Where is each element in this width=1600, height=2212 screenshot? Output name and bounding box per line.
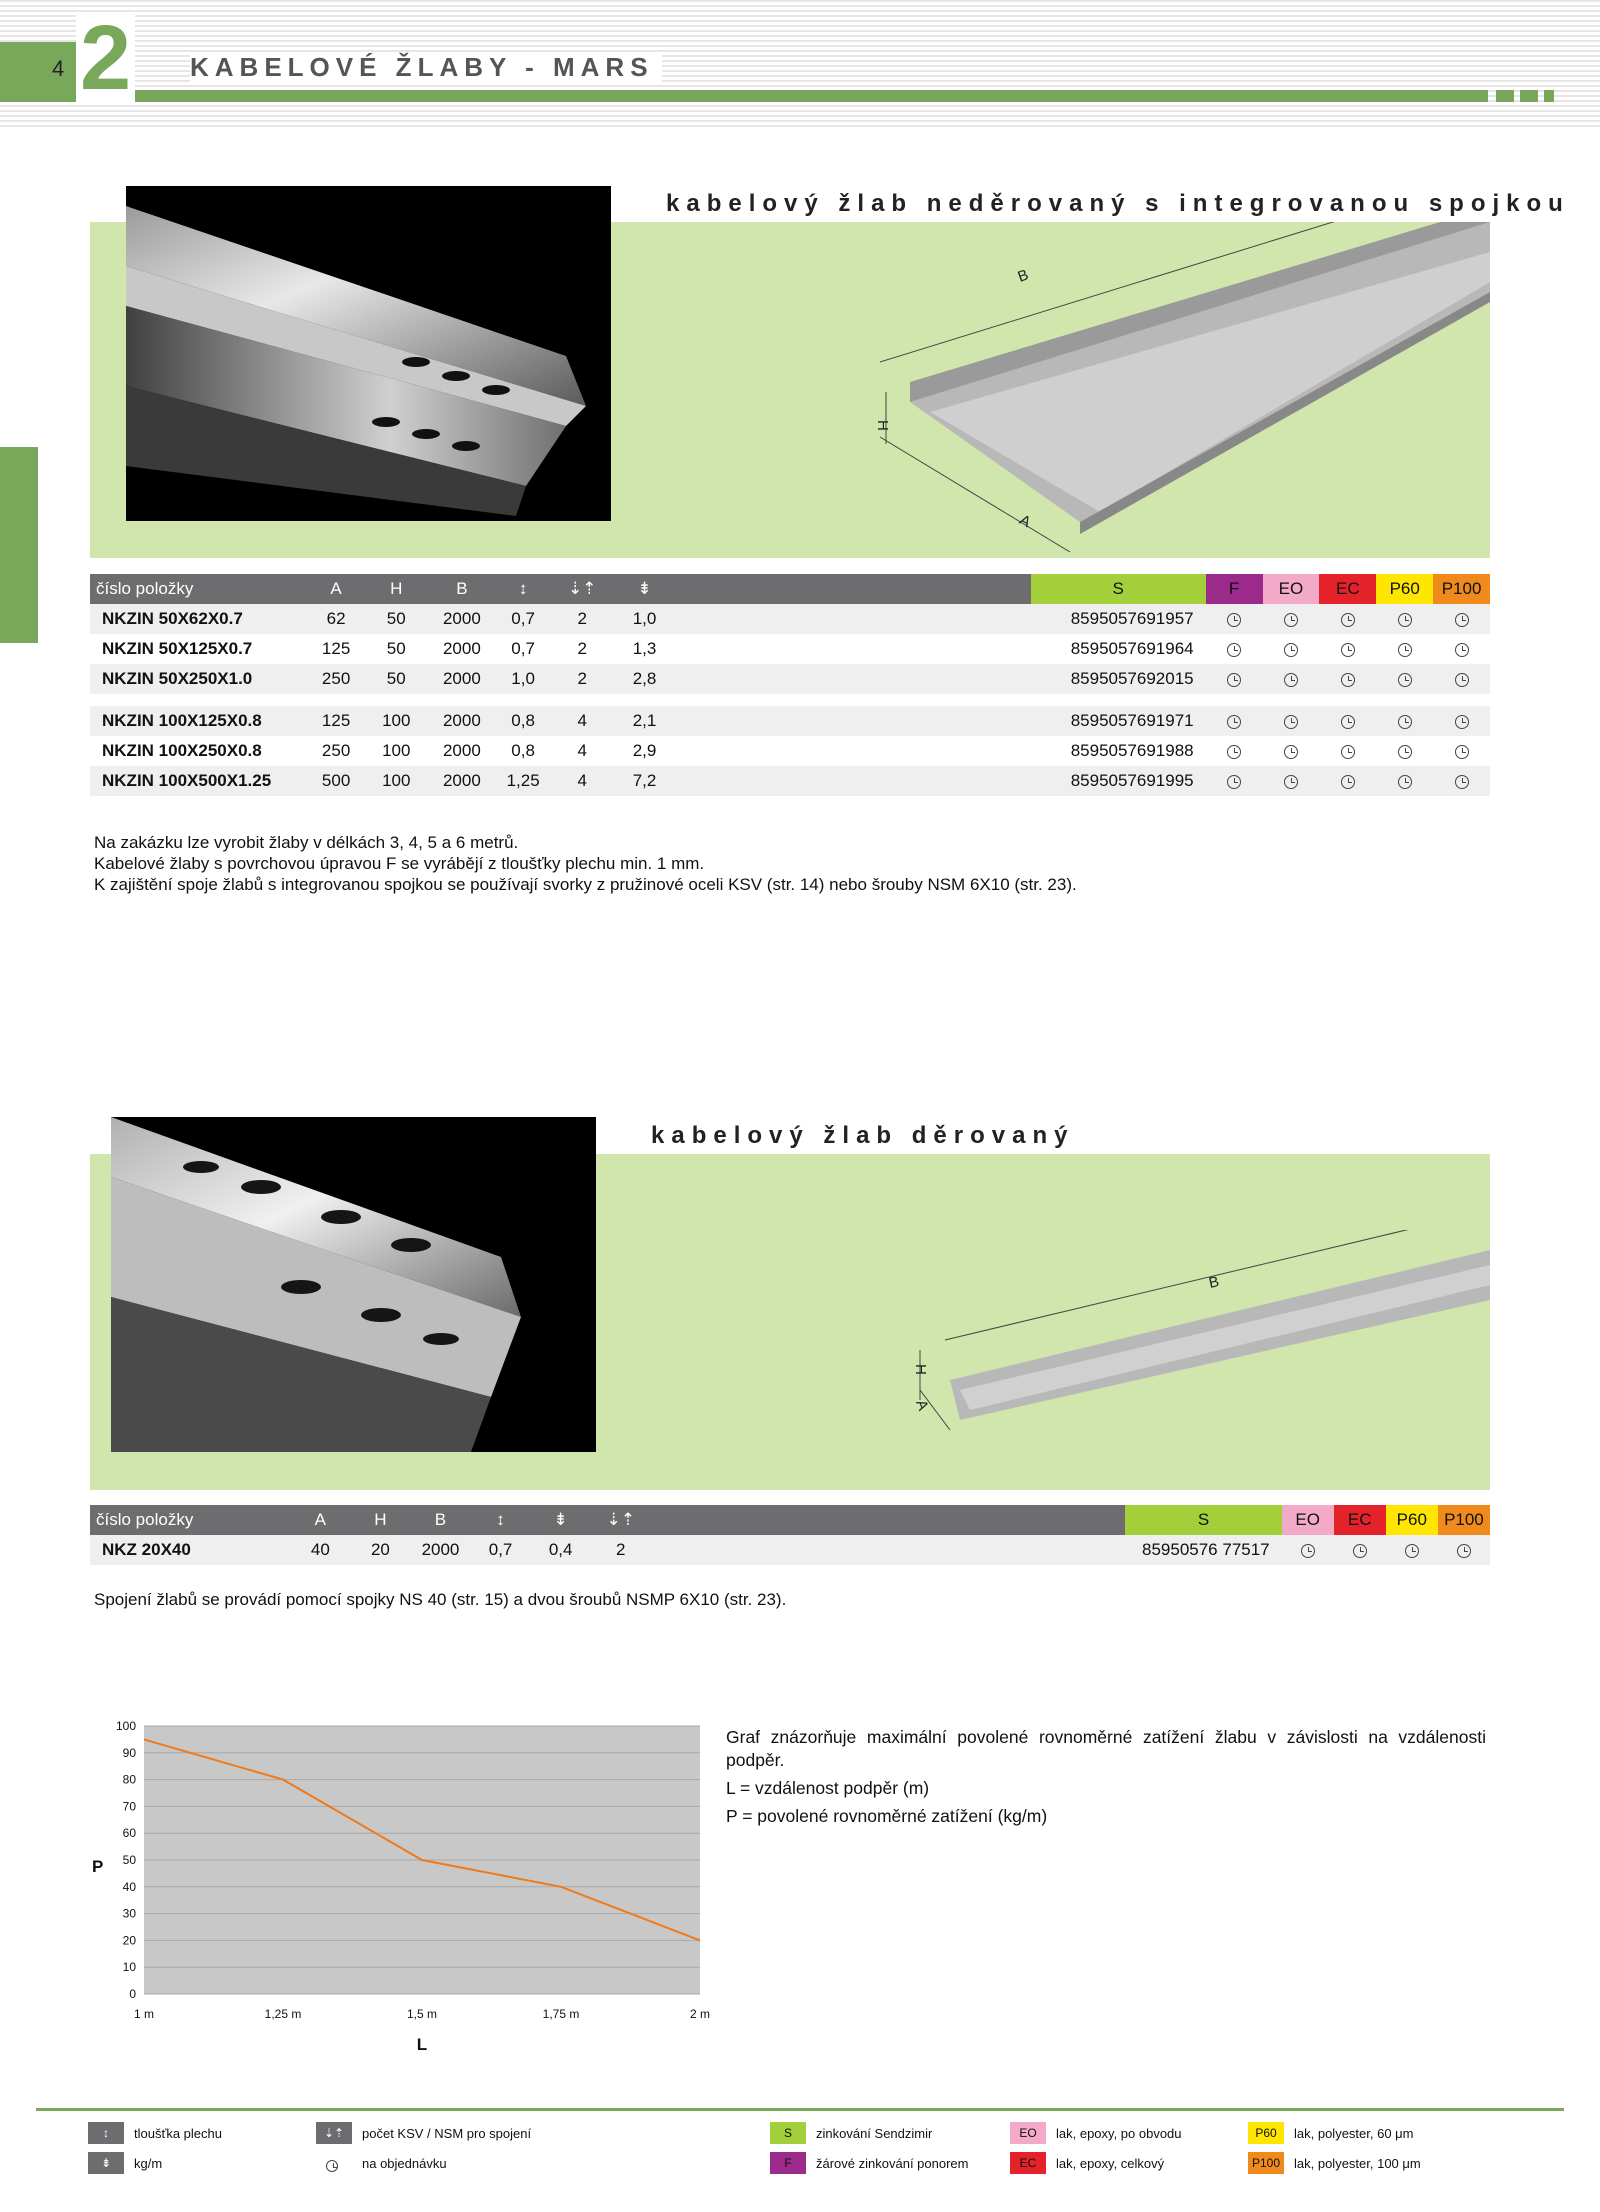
cell-count: 4 — [552, 766, 613, 796]
y-tick-label: 20 — [122, 1933, 136, 1948]
x-tick-label: 1,75 m — [542, 2007, 580, 2021]
cell-ean: 8595057692015 — [1031, 664, 1206, 694]
cell-thickness: 1,0 — [495, 664, 552, 694]
clock-icon — [1227, 613, 1241, 627]
clock-icon — [1284, 715, 1298, 729]
cell-a: 40 — [290, 1535, 350, 1565]
x-tick-label: 1,5 m — [406, 2007, 438, 2021]
cell-a: 125 — [309, 634, 364, 664]
y-tick-label: 30 — [122, 1906, 136, 1921]
header-square — [1496, 90, 1514, 102]
legend-s: zinkování Sendzimir — [816, 2126, 933, 2141]
header-square — [1544, 90, 1554, 102]
y-tick-label: 60 — [122, 1826, 136, 1841]
side-tab — [0, 447, 38, 643]
cell-b: 2000 — [410, 1535, 470, 1565]
clock-icon — [1227, 673, 1241, 687]
clock-icon — [1284, 673, 1298, 687]
legend-p100-swatch: P100 — [1248, 2152, 1284, 2174]
clock-icon — [1284, 643, 1298, 657]
chapter-number: 2 — [76, 12, 135, 104]
item-code: NKZIN 100X500X1.25 — [90, 766, 309, 796]
cell-thickness: 0,7 — [495, 604, 552, 634]
cell-b: 2000 — [429, 706, 495, 736]
col-a: A — [309, 574, 364, 604]
page-title: KABELOVÉ ŽLABY - MARS — [190, 52, 662, 83]
clock-icon — [1455, 745, 1469, 759]
chart-description-block — [726, 1726, 1486, 1828]
col-kgm-icon: ⇟ — [531, 1505, 591, 1535]
y-tick-label: 0 — [129, 1987, 136, 2001]
cell-kgm: 0,4 — [531, 1535, 591, 1565]
col-eo: EO — [1263, 574, 1320, 604]
col-f: F — [1206, 574, 1263, 604]
clock-icon — [1398, 613, 1412, 627]
cell-a: 125 — [309, 706, 364, 736]
clock-icon — [1227, 745, 1241, 759]
drawing-label-b: B — [1207, 1273, 1221, 1292]
cell-ean: 8595057691964 — [1031, 634, 1206, 664]
legend-s-swatch: S — [770, 2122, 806, 2144]
chart-p-definition: P = povolené rovnoměrné zatížení (kg/m) — [726, 1806, 1048, 1826]
legend-ec: lak, epoxy, celkový — [1056, 2156, 1165, 2171]
col-p100: P100 — [1433, 574, 1490, 604]
col-thickness-icon: ↕ — [471, 1505, 531, 1535]
col-count-icon: ⇣⇡ — [591, 1505, 651, 1535]
drawing-label-h: H — [912, 1364, 929, 1375]
clock-icon — [1455, 673, 1469, 687]
col-item: číslo položky — [90, 1505, 290, 1535]
cell-thickness: 0,8 — [495, 736, 552, 766]
section1-title: kabelový žlab neděrovaný s integrovanou spojkou — [666, 190, 1570, 217]
col-spacer — [651, 1505, 1126, 1535]
clock-icon — [1455, 775, 1469, 789]
col-s: S — [1125, 1505, 1281, 1535]
cell-kgm: 2,9 — [613, 736, 676, 766]
drawing-label-a: A — [912, 1397, 932, 1413]
cell-thickness: 0,7 — [471, 1535, 531, 1565]
y-axis-label: P — [92, 1857, 104, 1876]
item-code: NKZIN 50X62X0.7 — [90, 604, 309, 634]
legend-p60-swatch: P60 — [1248, 2122, 1284, 2144]
cell-count: 2 — [552, 604, 613, 634]
cell-ean: 8595057691957 — [1031, 604, 1206, 634]
col-h: H — [350, 1505, 410, 1535]
table-row — [90, 1535, 1490, 1565]
legend-order: na objednávku — [362, 2156, 447, 2171]
table-row — [90, 664, 1490, 694]
clock-icon — [1284, 775, 1298, 789]
cell-count: 4 — [552, 706, 613, 736]
cell-b: 2000 — [429, 766, 495, 796]
col-b: B — [410, 1505, 470, 1535]
clock-icon — [1341, 775, 1355, 789]
clock-icon — [326, 2160, 338, 2172]
clock-icon — [1227, 715, 1241, 729]
cell-a: 250 — [309, 664, 364, 694]
section1-notes — [94, 832, 1494, 895]
col-kgm-icon: ⇟ — [613, 574, 676, 604]
clock-icon — [1398, 775, 1412, 789]
note-line: Kabelové žlaby s povrchovou úpravou F se vyrábějí z tloušťky plechu min. 1 mm. — [94, 854, 705, 873]
col-ec: EC — [1319, 574, 1376, 604]
col-b: B — [429, 574, 495, 604]
table-row — [90, 736, 1490, 766]
header-square — [1520, 90, 1538, 102]
col-s: S — [1031, 574, 1206, 604]
col-a: A — [290, 1505, 350, 1535]
cell-h: 50 — [363, 664, 429, 694]
cell-kgm: 2,1 — [613, 706, 676, 736]
count-icon: ⇣⇡ — [316, 2122, 352, 2144]
col-h: H — [363, 574, 429, 604]
col-ec: EC — [1334, 1505, 1386, 1535]
table-row — [90, 766, 1490, 796]
legend-f: žárové zinkování ponorem — [816, 2156, 969, 2171]
cell-count: 2 — [552, 664, 613, 694]
cell-count: 2 — [591, 1535, 651, 1565]
x-tick-label: 2 m — [689, 2007, 711, 2021]
cell-h: 100 — [363, 706, 429, 736]
page-number: 4 — [52, 56, 65, 81]
clock-icon — [1301, 1544, 1315, 1558]
legend-p100: lak, polyester, 100 μm — [1294, 2156, 1421, 2171]
clock-icon — [1341, 643, 1355, 657]
legend-eo: lak, epoxy, po obvodu — [1056, 2126, 1182, 2141]
y-tick-label: 10 — [122, 1960, 136, 1975]
table-row — [90, 604, 1490, 634]
y-tick-label: 40 — [122, 1879, 136, 1894]
note-line: K zajištění spoje žlabů s integrovanou spojkou se používají svorky z pružinové oceli KSV (str. 14) nebo šrouby NSM 6X10 (str. 23). — [94, 875, 1077, 894]
clock-icon — [1353, 1544, 1367, 1558]
section1-photo — [126, 186, 611, 521]
col-thickness-icon: ↕ — [495, 574, 552, 604]
cell-ean: 8595057691971 — [1031, 706, 1206, 736]
load-chart — [88, 1712, 728, 2052]
load-chart-svg — [88, 1712, 728, 2052]
section1-drawing — [870, 222, 1490, 552]
cell-thickness: 1,25 — [495, 766, 552, 796]
drawing-label-a: A — [1016, 511, 1034, 532]
clock-icon — [1398, 715, 1412, 729]
col-p60: P60 — [1376, 574, 1433, 604]
cell-b: 2000 — [429, 634, 495, 664]
item-code: NKZ 20X40 — [90, 1535, 290, 1565]
note-line: Na zakázku lze vyrobit žlaby v délkách 3, 4, 5 a 6 metrů. — [94, 833, 519, 852]
y-tick-label: 100 — [115, 1719, 136, 1733]
clock-icon — [1227, 643, 1241, 657]
cell-h: 100 — [363, 766, 429, 796]
clock-icon — [1455, 715, 1469, 729]
clock-icon — [1405, 1544, 1419, 1558]
clock-icon — [1341, 745, 1355, 759]
cell-h: 100 — [363, 736, 429, 766]
table-row — [90, 634, 1490, 664]
y-tick-label: 80 — [122, 1772, 136, 1787]
cell-count: 2 — [552, 634, 613, 664]
section2-note: Spojení žlabů se provádí pomocí spojky NS 40 (str. 15) a dvou šroubů NSMP 6X10 (str. 23). — [94, 1590, 787, 1609]
cell-ean: 8595057691988 — [1031, 736, 1206, 766]
clock-icon — [1341, 613, 1355, 627]
thickness-icon: ↕ — [88, 2122, 124, 2144]
clock-icon — [1398, 745, 1412, 759]
col-p100: P100 — [1438, 1505, 1490, 1535]
clock-icon — [1398, 673, 1412, 687]
spec-table-2 — [90, 1505, 1490, 1565]
legend-kgm: kg/m — [134, 2156, 163, 2171]
legend-eo-swatch: EO — [1010, 2122, 1046, 2144]
x-tick-label: 1,25 m — [264, 2007, 302, 2021]
section2-drawing — [900, 1230, 1490, 1450]
cell-ean: 8595057691995 — [1031, 766, 1206, 796]
drawing-label-b: B — [1015, 266, 1031, 286]
footer-line — [36, 2108, 1564, 2111]
legend-count: počet KSV / NSM pro spojení — [362, 2126, 532, 2141]
clock-icon — [1455, 613, 1469, 627]
item-code: NKZIN 100X125X0.8 — [90, 706, 309, 736]
cell-kgm: 7,2 — [613, 766, 676, 796]
header-green-line — [0, 90, 1488, 102]
legend-ec-swatch: EC — [1010, 2152, 1046, 2174]
cell-a: 62 — [309, 604, 364, 634]
legend-f-swatch: F — [770, 2152, 806, 2174]
col-spacer — [676, 574, 1030, 604]
y-tick-label: 70 — [122, 1799, 136, 1814]
table-row — [90, 706, 1490, 736]
cell-thickness: 0,8 — [495, 706, 552, 736]
cell-h: 50 — [363, 604, 429, 634]
chart-l-definition: L = vzdálenost podpěr (m) — [726, 1778, 930, 1798]
cell-h: 20 — [350, 1535, 410, 1565]
col-item: číslo položky — [90, 574, 309, 604]
y-tick-label: 90 — [122, 1745, 136, 1760]
clock-icon — [1284, 745, 1298, 759]
clock-icon — [1227, 775, 1241, 789]
cell-kgm: 1,3 — [613, 634, 676, 664]
section2-photo — [111, 1117, 596, 1452]
x-axis-label: L — [416, 2035, 428, 2052]
cell-count: 4 — [552, 736, 613, 766]
col-p60: P60 — [1386, 1505, 1438, 1535]
cell-thickness: 0,7 — [495, 634, 552, 664]
col-eo: EO — [1282, 1505, 1334, 1535]
cell-b: 2000 — [429, 664, 495, 694]
item-code: NKZIN 100X250X0.8 — [90, 736, 309, 766]
drawing-label-h: H — [874, 420, 891, 431]
chart-description: Graf znázorňuje maximální povolené rovnoměrné zatížení žlabu v závislosti na vzdálenosti podpěr. — [726, 1727, 1486, 1770]
clock-icon — [1341, 715, 1355, 729]
legend-thickness: tloušťka plechu — [134, 2126, 222, 2141]
cell-b: 2000 — [429, 736, 495, 766]
cell-kgm: 1,0 — [613, 604, 676, 634]
clock-icon — [1398, 643, 1412, 657]
clock-icon — [1341, 673, 1355, 687]
legend-p60: lak, polyester, 60 μm — [1294, 2126, 1414, 2141]
cell-b: 2000 — [429, 604, 495, 634]
cell-a: 250 — [309, 736, 364, 766]
clock-icon — [1455, 643, 1469, 657]
clock-icon — [1457, 1544, 1471, 1558]
weight-icon: ⇟ — [88, 2152, 124, 2174]
spec-table-1 — [90, 574, 1490, 796]
section2-title: kabelový žlab děrovaný — [651, 1122, 1075, 1149]
x-tick-label: 1 m — [133, 2007, 155, 2021]
y-tick-label: 50 — [122, 1853, 136, 1867]
item-code: NKZIN 50X250X1.0 — [90, 664, 309, 694]
clock-icon — [1284, 613, 1298, 627]
item-code: NKZIN 50X125X0.7 — [90, 634, 309, 664]
cell-a: 500 — [309, 766, 364, 796]
col-count-icon: ⇣⇡ — [552, 574, 613, 604]
cell-ean: 85950576 77517 — [1125, 1535, 1281, 1565]
cell-kgm: 2,8 — [613, 664, 676, 694]
cell-h: 50 — [363, 634, 429, 664]
